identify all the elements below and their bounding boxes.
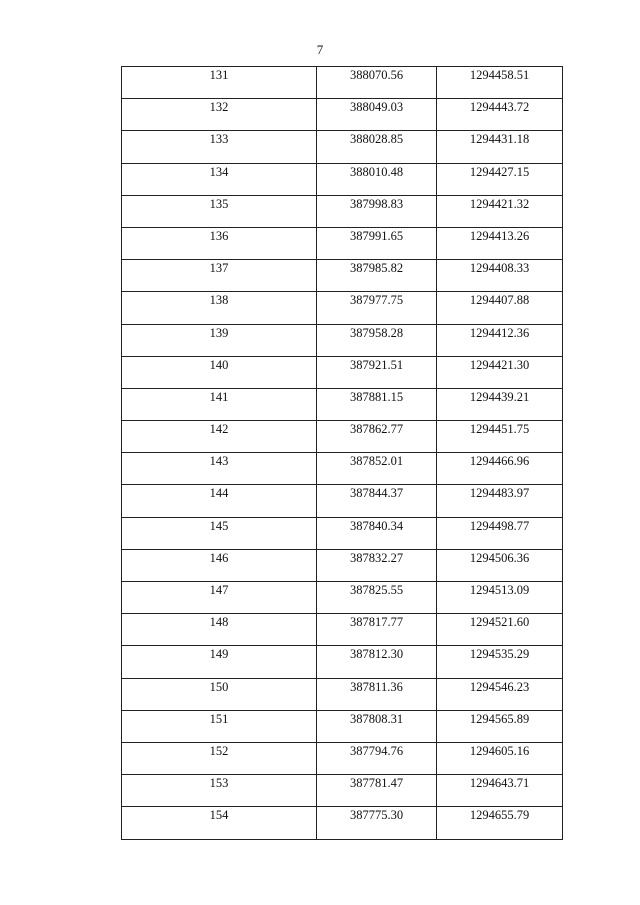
x-coordinate-cell: 387825.55 bbox=[317, 582, 437, 614]
x-coordinate-cell: 387781.47 bbox=[317, 775, 437, 807]
y-coordinate-cell: 1294605.16 bbox=[437, 742, 563, 774]
y-coordinate-cell: 1294443.72 bbox=[437, 99, 563, 131]
x-coordinate-cell: 387775.30 bbox=[317, 807, 437, 839]
point-number-cell: 137 bbox=[122, 260, 317, 292]
y-coordinate-cell: 1294565.89 bbox=[437, 710, 563, 742]
x-coordinate-cell: 387862.77 bbox=[317, 421, 437, 453]
table-row bbox=[122, 485, 563, 517]
x-coordinate-cell: 387991.65 bbox=[317, 227, 437, 259]
y-coordinate-cell: 1294483.97 bbox=[437, 485, 563, 517]
table-row bbox=[122, 131, 563, 163]
x-coordinate-cell: 387985.82 bbox=[317, 260, 437, 292]
coordinates-table bbox=[121, 66, 563, 840]
y-coordinate-cell: 1294421.32 bbox=[437, 195, 563, 227]
point-number-cell: 138 bbox=[122, 292, 317, 324]
x-coordinate-cell: 387958.28 bbox=[317, 324, 437, 356]
table-row bbox=[122, 678, 563, 710]
point-number-cell: 141 bbox=[122, 388, 317, 420]
x-coordinate-cell: 387852.01 bbox=[317, 453, 437, 485]
point-number-cell: 153 bbox=[122, 775, 317, 807]
y-coordinate-cell: 1294451.75 bbox=[437, 421, 563, 453]
point-number-cell: 145 bbox=[122, 517, 317, 549]
x-coordinate-cell: 387977.75 bbox=[317, 292, 437, 324]
table-row bbox=[122, 775, 563, 807]
x-coordinate-cell: 387844.37 bbox=[317, 485, 437, 517]
table-row bbox=[122, 227, 563, 259]
point-number-cell: 134 bbox=[122, 163, 317, 195]
point-number-cell: 149 bbox=[122, 646, 317, 678]
x-coordinate-cell: 387881.15 bbox=[317, 388, 437, 420]
y-coordinate-cell: 1294546.23 bbox=[437, 678, 563, 710]
x-coordinate-cell: 387794.76 bbox=[317, 742, 437, 774]
x-coordinate-cell: 388010.48 bbox=[317, 163, 437, 195]
table-row bbox=[122, 807, 563, 839]
x-coordinate-cell: 387811.36 bbox=[317, 678, 437, 710]
y-coordinate-cell: 1294407.88 bbox=[437, 292, 563, 324]
y-coordinate-cell: 1294431.18 bbox=[437, 131, 563, 163]
table-row bbox=[122, 99, 563, 131]
table-row bbox=[122, 710, 563, 742]
point-number-cell: 135 bbox=[122, 195, 317, 227]
y-coordinate-cell: 1294498.77 bbox=[437, 517, 563, 549]
y-coordinate-cell: 1294421.30 bbox=[437, 356, 563, 388]
point-number-cell: 140 bbox=[122, 356, 317, 388]
x-coordinate-cell: 387840.34 bbox=[317, 517, 437, 549]
y-coordinate-cell: 1294506.36 bbox=[437, 549, 563, 581]
page-number: 7 bbox=[316, 42, 324, 57]
table-row bbox=[122, 453, 563, 485]
point-number-cell: 147 bbox=[122, 582, 317, 614]
y-coordinate-cell: 1294643.71 bbox=[437, 775, 563, 807]
point-number-cell: 133 bbox=[122, 131, 317, 163]
x-coordinate-cell: 387998.83 bbox=[317, 195, 437, 227]
point-number-cell: 150 bbox=[122, 678, 317, 710]
y-coordinate-cell: 1294535.29 bbox=[437, 646, 563, 678]
table-row bbox=[122, 388, 563, 420]
table-row bbox=[122, 742, 563, 774]
x-coordinate-cell: 387817.77 bbox=[317, 614, 437, 646]
x-coordinate-cell: 387921.51 bbox=[317, 356, 437, 388]
y-coordinate-cell: 1294439.21 bbox=[437, 388, 563, 420]
x-coordinate-cell: 387812.30 bbox=[317, 646, 437, 678]
table-row bbox=[122, 260, 563, 292]
point-number-cell: 136 bbox=[122, 227, 317, 259]
table-row bbox=[122, 163, 563, 195]
point-number-cell: 139 bbox=[122, 324, 317, 356]
coordinates-table-body bbox=[122, 67, 563, 840]
table-row bbox=[122, 195, 563, 227]
y-coordinate-cell: 1294427.15 bbox=[437, 163, 563, 195]
y-coordinate-cell: 1294513.09 bbox=[437, 582, 563, 614]
point-number-cell: 152 bbox=[122, 742, 317, 774]
table-row bbox=[122, 517, 563, 549]
point-number-cell: 146 bbox=[122, 549, 317, 581]
point-number-cell: 151 bbox=[122, 710, 317, 742]
point-number-cell: 131 bbox=[122, 67, 317, 99]
table-row bbox=[122, 614, 563, 646]
table-row bbox=[122, 646, 563, 678]
x-coordinate-cell: 387808.31 bbox=[317, 710, 437, 742]
x-coordinate-cell: 387832.27 bbox=[317, 549, 437, 581]
x-coordinate-cell: 388028.85 bbox=[317, 131, 437, 163]
y-coordinate-cell: 1294408.33 bbox=[437, 260, 563, 292]
point-number-cell: 144 bbox=[122, 485, 317, 517]
point-number-cell: 154 bbox=[122, 807, 317, 839]
table-row bbox=[122, 67, 563, 99]
table-row bbox=[122, 549, 563, 581]
table-row bbox=[122, 292, 563, 324]
point-number-cell: 132 bbox=[122, 99, 317, 131]
table-row bbox=[122, 582, 563, 614]
y-coordinate-cell: 1294466.96 bbox=[437, 453, 563, 485]
table-row bbox=[122, 324, 563, 356]
point-number-cell: 143 bbox=[122, 453, 317, 485]
x-coordinate-cell: 388070.56 bbox=[317, 67, 437, 99]
table-row bbox=[122, 421, 563, 453]
point-number-cell: 148 bbox=[122, 614, 317, 646]
y-coordinate-cell: 1294458.51 bbox=[437, 67, 563, 99]
point-number-cell: 142 bbox=[122, 421, 317, 453]
y-coordinate-cell: 1294655.79 bbox=[437, 807, 563, 839]
y-coordinate-cell: 1294413.26 bbox=[437, 227, 563, 259]
x-coordinate-cell: 388049.03 bbox=[317, 99, 437, 131]
y-coordinate-cell: 1294521.60 bbox=[437, 614, 563, 646]
y-coordinate-cell: 1294412.36 bbox=[437, 324, 563, 356]
table-row bbox=[122, 356, 563, 388]
